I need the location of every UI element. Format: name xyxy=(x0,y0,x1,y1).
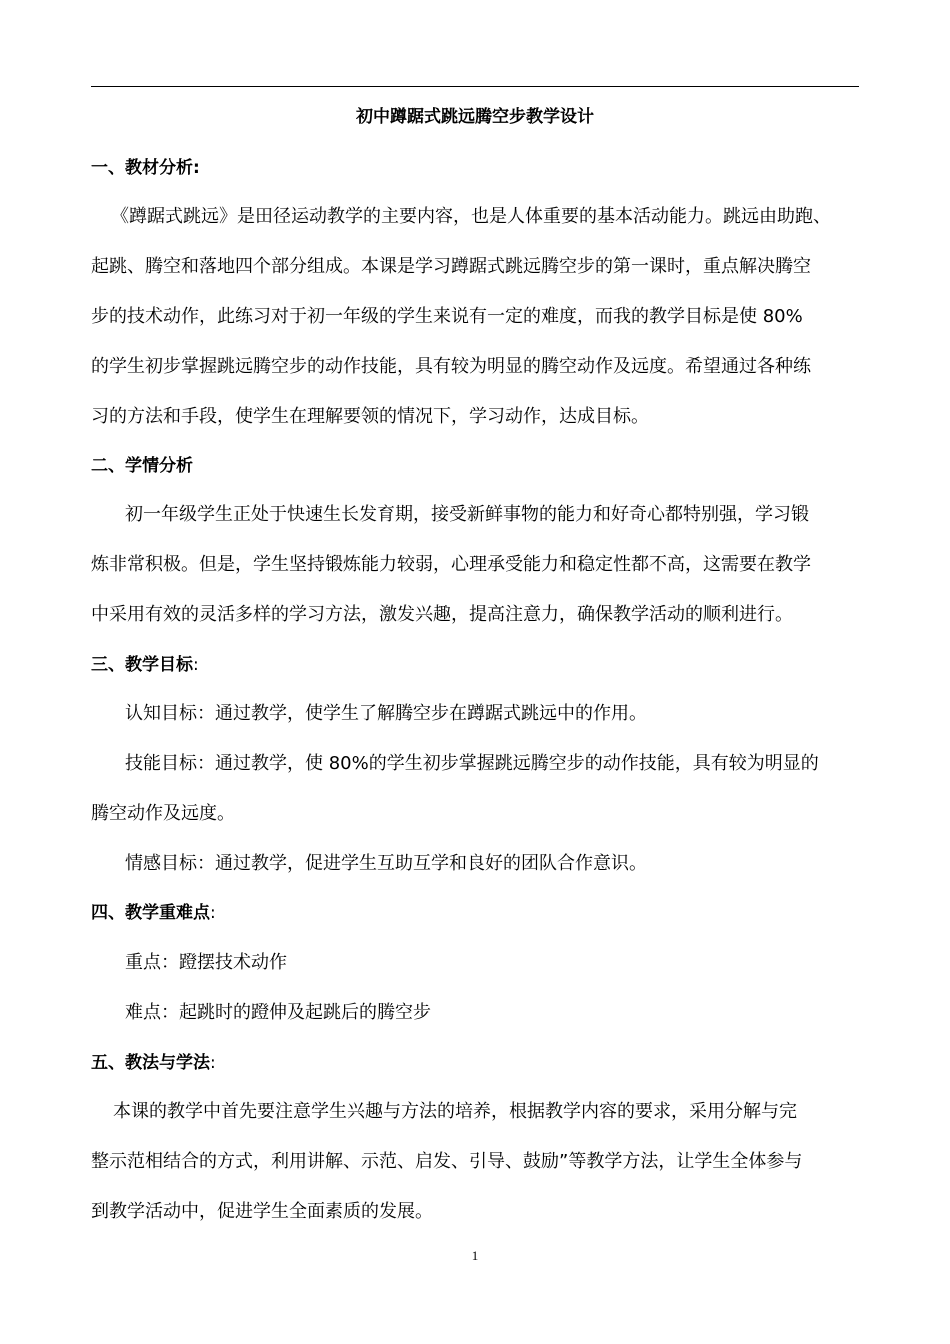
paragraph-line: 技能目标：通过教学，使 80%的学生初步掌握跳远腾空步的动作技能，具有较为明显的 xyxy=(125,753,819,774)
section-heading-tail: : xyxy=(210,903,216,923)
paragraph-line: 情感目标：通过教学，促进学生互助互学和良好的团队合作意识。 xyxy=(125,853,647,874)
paragraph-line: 习的方法和手段，使学生在理解要领的情况下，学习动作，达成目标。 xyxy=(91,406,649,427)
paragraph-line: 腾空动作及远度。 xyxy=(91,803,235,824)
paragraph-line: 到教学活动中，促进学生全面素质的发展。 xyxy=(91,1201,433,1222)
section-heading-teaching-goals xyxy=(91,653,871,677)
paragraph-line: 初一年级学生正处于快速生长发育期，接受新鲜事物的能力和好奇心都特别强，学习锻 xyxy=(125,504,809,525)
page-number: 1 xyxy=(471,1248,479,1263)
paragraph-line: 难点：起跳时的蹬伸及起跳后的腾空步 xyxy=(125,1002,431,1023)
section-heading-tail: : xyxy=(193,655,199,675)
paragraph-line: 重点：蹬摆技术动作 xyxy=(125,952,287,973)
section-heading-textbook-analysis xyxy=(91,156,871,180)
section-heading-key-difficulties xyxy=(91,901,871,925)
section-heading-text: 二、学情分析 xyxy=(91,456,193,476)
paragraph-line: 认知目标：通过教学，使学生了解腾空步在蹲踞式跳远中的作用。 xyxy=(125,703,647,724)
paragraph-line: 炼非常积极。但是，学生坚持锻炼能力较弱，心理承受能力和稳定性都不高，这需要在教学 xyxy=(91,554,811,575)
section-heading-text: 五、教法与学法 xyxy=(91,1053,210,1073)
paragraph-line: 本课的教学中首先要注意学生兴趣与方法的培养，根据教学内容的要求，采用分解与完 xyxy=(113,1101,797,1122)
paragraph-line: 《蹲踞式跳远》是田径运动教学的主要内容，也是人体重要的基本活动能力。跳远由助跑、 xyxy=(111,206,831,227)
paragraph-line: 的学生初步掌握跳远腾空步的动作技能，具有较为明显的腾空动作及远度。希望通过各种练 xyxy=(91,356,811,377)
section-heading-text: 一、教材分析: xyxy=(91,158,200,178)
paragraph-line: 整示范相结合的方式，利用讲解、示范、启发、引导、鼓励”等教学方法，让学生全体参与 xyxy=(91,1151,803,1172)
section-heading-text: 四、教学重难点 xyxy=(91,903,210,923)
paragraph-line: 起跳、腾空和落地四个部分组成。本课是学习蹲踞式跳远腾空步的第一课时，重点解决腾空 xyxy=(91,256,811,277)
paragraph-line: 步的技术动作，此练习对于初一年级的学生来说有一定的难度，而我的教学目标是使 80% xyxy=(91,306,803,327)
header-rule xyxy=(91,86,859,87)
section-heading-tail: : xyxy=(210,1053,216,1073)
section-heading-methods xyxy=(91,1051,871,1075)
section-heading-student-analysis xyxy=(91,454,871,478)
document-title: 初中蹲踞式跳远腾空步教学设计 xyxy=(356,107,594,127)
paragraph-line: 中采用有效的灵活多样的学习方法，激发兴趣，提高注意力，确保教学活动的顺利进行。 xyxy=(91,604,793,625)
section-heading-text: 三、教学目标 xyxy=(91,655,193,675)
